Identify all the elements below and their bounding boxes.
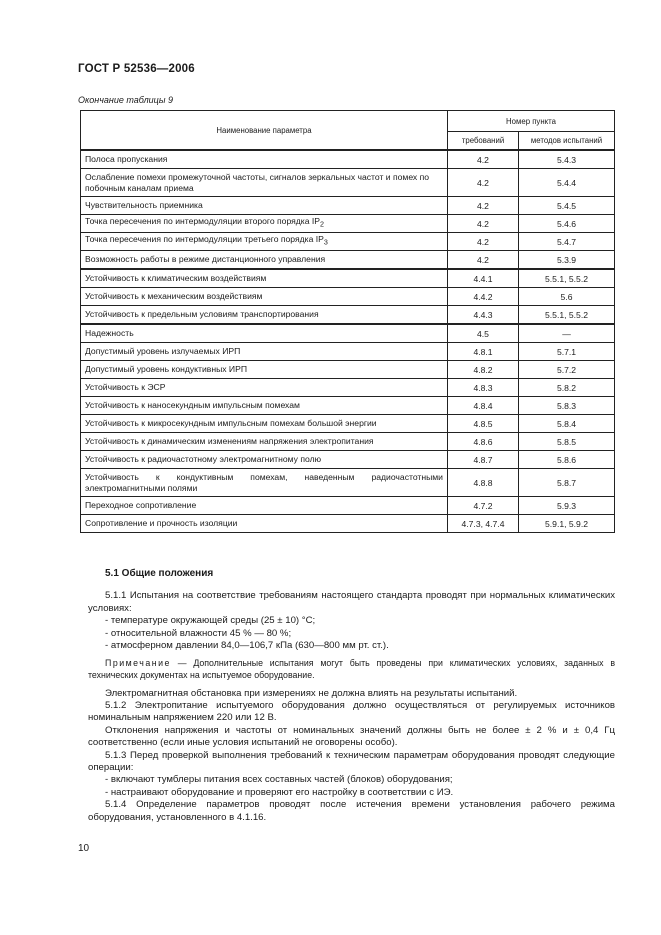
test-clause: 5.8.4 — [519, 415, 615, 433]
table-row — [81, 197, 615, 215]
param-name — [81, 233, 448, 251]
section-title: 5.1 Общие положения — [105, 568, 214, 579]
table-row — [81, 233, 615, 251]
param-name-text: Точка пересечения по интермодуляции третьего порядка IP — [85, 234, 324, 245]
param-subscript: 3 — [323, 238, 328, 247]
test-clause: 5.5.1, 5.5.2 — [519, 269, 615, 288]
table-row — [81, 433, 615, 451]
table-row — [81, 150, 615, 169]
test-clause: 5.8.5 — [519, 433, 615, 451]
condition-humidity: - относительной влажности 45 % — 80 %; — [105, 627, 292, 639]
test-clause: 5.4.4 — [519, 169, 615, 197]
param-name: Устойчивость к радиочастотному электромагнитному полю — [81, 451, 448, 469]
param-name: Переходное сопротивление — [81, 497, 448, 515]
test-clause: — — [519, 324, 615, 343]
req-clause: 4.4.3 — [448, 306, 519, 325]
paragraph-5-1-1: 5.1.1 Испытания на соответствие требованиям настоящего стандарта проводят при нормальных климатических условиях: — [88, 590, 615, 614]
operation-tune: - настраивают оборудование и проверяют его настройку в соответствии с ИЭ. — [105, 786, 454, 798]
req-clause: 4.7.2 — [448, 497, 519, 515]
table-row — [81, 415, 615, 433]
doc-number: ГОСТ Р 52536—2006 — [78, 63, 195, 75]
test-clause: 5.9.1, 5.9.2 — [519, 515, 615, 533]
test-clause: 5.5.1, 5.5.2 — [519, 306, 615, 325]
note-text: — Дополнительные испытания могут быть проведены при климатических условиях, заданных в технических документах на испытуемое оборудование. — [88, 658, 615, 681]
paragraph-5-1-2: 5.1.2 Электропитание испытуемого оборудования должно осуществляться от регулируемых источников номинальным напряжением 220 или 12 В. — [88, 700, 615, 724]
table-row — [81, 306, 615, 325]
test-clause: 5.8.2 — [519, 379, 615, 397]
req-clause: 4.8.3 — [448, 379, 519, 397]
param-name: Устойчивость к механическим воздействиям — [81, 288, 448, 306]
param-name: Допустимый уровень излучаемых ИРП — [81, 343, 448, 361]
condition-temperature: - температуре окружающей среды (25 ± 10) °С; — [105, 615, 316, 627]
param-name-text: Точка пересечения по интермодуляции второго порядка IP — [85, 216, 321, 227]
table-row — [81, 515, 615, 533]
req-clause: 4.2 — [448, 233, 519, 251]
note — [88, 658, 615, 681]
table-row — [81, 324, 615, 343]
req-clause: 4.2 — [448, 197, 519, 215]
req-clause: 4.2 — [448, 169, 519, 197]
table-row — [81, 497, 615, 515]
operation-power-on: - включают тумблеры питания всех составных частей (блоков) оборудования; — [105, 774, 453, 786]
req-clause: 4.4.2 — [448, 288, 519, 306]
table-caption: Окончание таблицы 9 — [78, 95, 173, 105]
table-row — [81, 269, 615, 288]
req-clause: 4.8.4 — [448, 397, 519, 415]
test-clause: 5.8.3 — [519, 397, 615, 415]
table-row — [81, 379, 615, 397]
test-clause: 5.4.6 — [519, 215, 615, 233]
column-header-test-methods: методов испытаний — [519, 132, 615, 151]
param-name: Возможность работы в режиме дистанционного управления — [81, 251, 448, 270]
param-name: Устойчивость к кондуктивным помехам, наведенным радиочастотными электромагнитными полями — [81, 469, 448, 497]
req-clause: 4.8.8 — [448, 469, 519, 497]
req-clause: 4.8.6 — [448, 433, 519, 451]
condition-pressure: - атмосферном давлении 84,0—106,7 кПа (630—800 мм рт. ст.). — [105, 640, 389, 652]
table-row — [81, 169, 615, 197]
test-clause: 5.3.9 — [519, 251, 615, 270]
param-name: Устойчивость к климатическим воздействиям — [81, 269, 448, 288]
table-row — [81, 251, 615, 270]
param-name — [81, 215, 448, 233]
req-clause: 4.2 — [448, 251, 519, 270]
req-clause: 4.8.1 — [448, 343, 519, 361]
param-name: Ослабление помехи промежуточной частоты, сигналов зеркальных частот и помех по побочным каналам приема — [81, 169, 448, 197]
table-row — [81, 215, 615, 233]
param-name: Надежность — [81, 324, 448, 343]
section-body — [88, 568, 615, 824]
column-header-requirements: требований — [448, 132, 519, 151]
paragraph-emc: Электромагнитная обстановка при измерениях не должна влиять на результаты испытаний. — [105, 687, 518, 699]
param-name: Устойчивость к динамическим изменениям напряжения электропитания — [81, 433, 448, 451]
page-number: 10 — [78, 843, 90, 854]
table-row — [81, 451, 615, 469]
req-clause: 4.5 — [448, 324, 519, 343]
param-name: Устойчивость к наносекундным импульсным помехам — [81, 397, 448, 415]
parameters-table — [80, 110, 615, 533]
test-clause: 5.7.2 — [519, 361, 615, 379]
table-row — [81, 469, 615, 497]
paragraph-deviation: Отклонения напряжения и частоты от номинальных значений должны быть не более ± 2 % и ± 0,4 Гц соответственно (если иные условия испытаний не оговорены особо). — [88, 724, 615, 749]
table-row — [81, 397, 615, 415]
test-clause: 5.4.5 — [519, 197, 615, 215]
test-clause: 5.8.7 — [519, 469, 615, 497]
test-clause: 5.4.3 — [519, 150, 615, 169]
param-name: Устойчивость к ЭСР — [81, 379, 448, 397]
test-clause: 5.6 — [519, 288, 615, 306]
table-row — [81, 343, 615, 361]
test-clause: 5.9.3 — [519, 497, 615, 515]
param-name: Чувствительность приемника — [81, 197, 448, 215]
test-clause: 5.4.7 — [519, 233, 615, 251]
test-clause: 5.8.6 — [519, 451, 615, 469]
test-clause: 5.7.1 — [519, 343, 615, 361]
column-header-parameter: Наименование параметра — [81, 111, 448, 151]
table-row — [81, 361, 615, 379]
paragraph-5-1-3: 5.1.3 Перед проверкой выполнения требований к техническим параметрам оборудования проводят следующие операции: — [88, 749, 615, 774]
req-clause: 4.8.5 — [448, 415, 519, 433]
req-clause: 4.8.2 — [448, 361, 519, 379]
req-clause: 4.2 — [448, 150, 519, 169]
param-name: Устойчивость к предельным условиям транспортирования — [81, 306, 448, 325]
column-header-group: Номер пункта — [448, 111, 615, 132]
note-label: Примечание — [105, 658, 171, 669]
table-row — [81, 288, 615, 306]
req-clause: 4.8.7 — [448, 451, 519, 469]
param-name: Полоса пропускания — [81, 150, 448, 169]
param-name: Устойчивость к микросекундным импульсным помехам большой энергии — [81, 415, 448, 433]
paragraph-5-1-4: 5.1.4 Определение параметров проводят после истечения времени установления рабочего режима оборудования, установленного в 4.1.16. — [88, 799, 615, 823]
param-name: Допустимый уровень кондуктивных ИРП — [81, 361, 448, 379]
req-clause: 4.2 — [448, 215, 519, 233]
param-name: Сопротивление и прочность изоляции — [81, 515, 448, 533]
req-clause: 4.4.1 — [448, 269, 519, 288]
param-subscript: 2 — [320, 220, 325, 229]
req-clause: 4.7.3, 4.7.4 — [448, 515, 519, 533]
